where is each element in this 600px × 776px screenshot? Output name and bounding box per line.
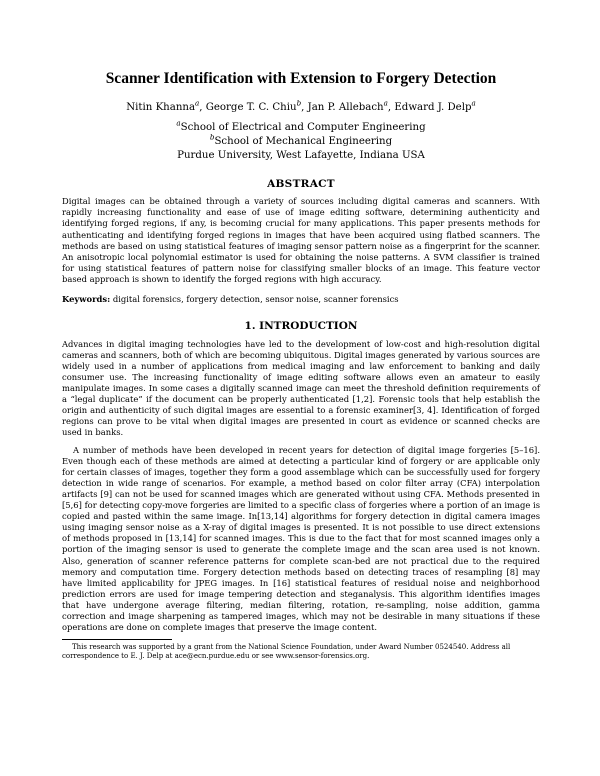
section-heading: 1. INTRODUCTION: [244, 319, 358, 332]
affiliation-line: [62, 149, 540, 163]
author-affil-mark: b: [296, 98, 302, 108]
affiliations: [62, 118, 540, 163]
affiliation-line: [62, 132, 540, 149]
affiliation-text: Purdue University, West Lafayette, Indiana USA: [177, 150, 425, 161]
paper-page: [62, 60, 540, 661]
author-list: Nitin Khanna$^a$, George T. C. Chiu$^b$, Jan P. Allebach$^a$, Edward J. Delp$^a$: [126, 98, 476, 113]
author-affil-mark: a: [471, 98, 476, 108]
footnote: This research was supported by a grant from the National Science Foundation, under Award Number 0524540. Address all correspondence to E. J. Delp at ace@ecn.purdue.edu or see www.sensor-forensics.org.: [62, 642, 511, 661]
abstract-text: Digital images can be obtained through a variety of sources including digital cameras and scanners. With rapidly increasing functionality and ease of use of image editing software, determining authenticity and identifying forged regions, if any, is becoming crucial for many applications. This paper presents methods for authenticating and identifying forged regions in images that have been acquired using flatbed scanners. The methods are based on using statistical features of imaging sensor pattern noise as a fingerprint for the scanner. An anisotropic local polynomial estimator is used for obtaining the noise patterns. A SVM classifier is trained for using statistical features of pattern noise for classifying smaller blocks of an image. This feature vector based approach is shown to identify the forged regions with high accuracy.: [62, 196, 540, 285]
keywords-label: Keywords:: [62, 293, 111, 304]
affiliation-mark: b: [209, 132, 215, 142]
body-paragraph: A number of methods have been developed in recent years for detection of digital image forgeries [5–16]. Even though each of these methods are aimed at detecting a particular kind of forgery or are applicable only for certain classes of images, together they form a good assemblage which can be successfully used for forgery detection in wide range of scenarios. For example, a method based on color filter array (CFA) interpolation artifacts [9] can not be used for scanned images which are generated without using CFA. Methods presented in [5,6] for detecting copy-move forgeries are limited to a specific class of forgeries where a portion of an image is copied and pasted within the same image. In[13,14] algorithms for forgery detection in digital camera images using imaging sensor noise as a X-ray of digital images is presented. It is not possible to use direct extensions of methods proposed in [13,14] for scanned images. This is due to the fact that for most scanned images only a portion of the imaging sensor is used to generate the complete image and the scan area used is not known. Also, generation of scanner reference patterns for complete scan-bed are not practical due to the required memory and computation time. Forgery detection methods based on detecting traces of resampling [8] may have limited applicability for JPEG images. In [16] statistical features of residual noise and neighborhood prediction errors are used for image tempering detection and steganalysis. This algorithm identifies images that have undergone average filtering, median filtering, rotation, re-sampling, noise addition, gamma correction and image sharpening as tampered images, which may not be desirable in many situations if these operations are done on complete images that preserve the image content.: [62, 445, 540, 632]
keywords-text: digital forensics, forgery detection, sensor noise, scanner forensics: [112, 293, 399, 304]
keywords: [62, 294, 540, 304]
author-name: Jan P. Allebach: [307, 102, 384, 113]
affiliation-text: School of Mechanical Engineering: [214, 136, 393, 147]
abstract-heading: ABSTRACT: [267, 178, 335, 190]
paper-title: Scanner Identification with Extension to Forgery Detection: [105, 70, 497, 87]
author-affil-mark: a: [195, 98, 200, 108]
body-paragraph: Advances in digital imaging technologies have led to the development of low-cost and high-resolution digital cameras and scanners, both of which are becoming ubiquitous. Digital images generated by various sources are widely used in a number of applications from medical imaging and law enforcement to banking and daily consumer use. The increasing functionality of image editing software allows even an amateur to easily manipulate images. In some cases a digitally scanned image can meet the threshold definition requirements of a “legal duplicate” if the document can be properly authenticated [1,2]. Forensic tools that help establish the origin and authenticity of such digital images are essential to a forensic examiner[3, 4]. Identification of forged regions can prove to be vital when digital images are presented in court as evidence or scanned checks are used in banks.: [62, 338, 540, 437]
author-affil-mark: a: [383, 98, 388, 108]
author-name: George T. C. Chiu: [205, 102, 297, 113]
affiliation-mark: a: [176, 118, 181, 128]
affiliation-line: [62, 118, 540, 135]
affiliation-text: School of Electrical and Computer Engineering: [180, 122, 426, 133]
author-name: Nitin Khanna: [126, 102, 196, 113]
author-name: Edward J. Delp: [394, 102, 472, 113]
footnote-rule: [62, 639, 172, 640]
